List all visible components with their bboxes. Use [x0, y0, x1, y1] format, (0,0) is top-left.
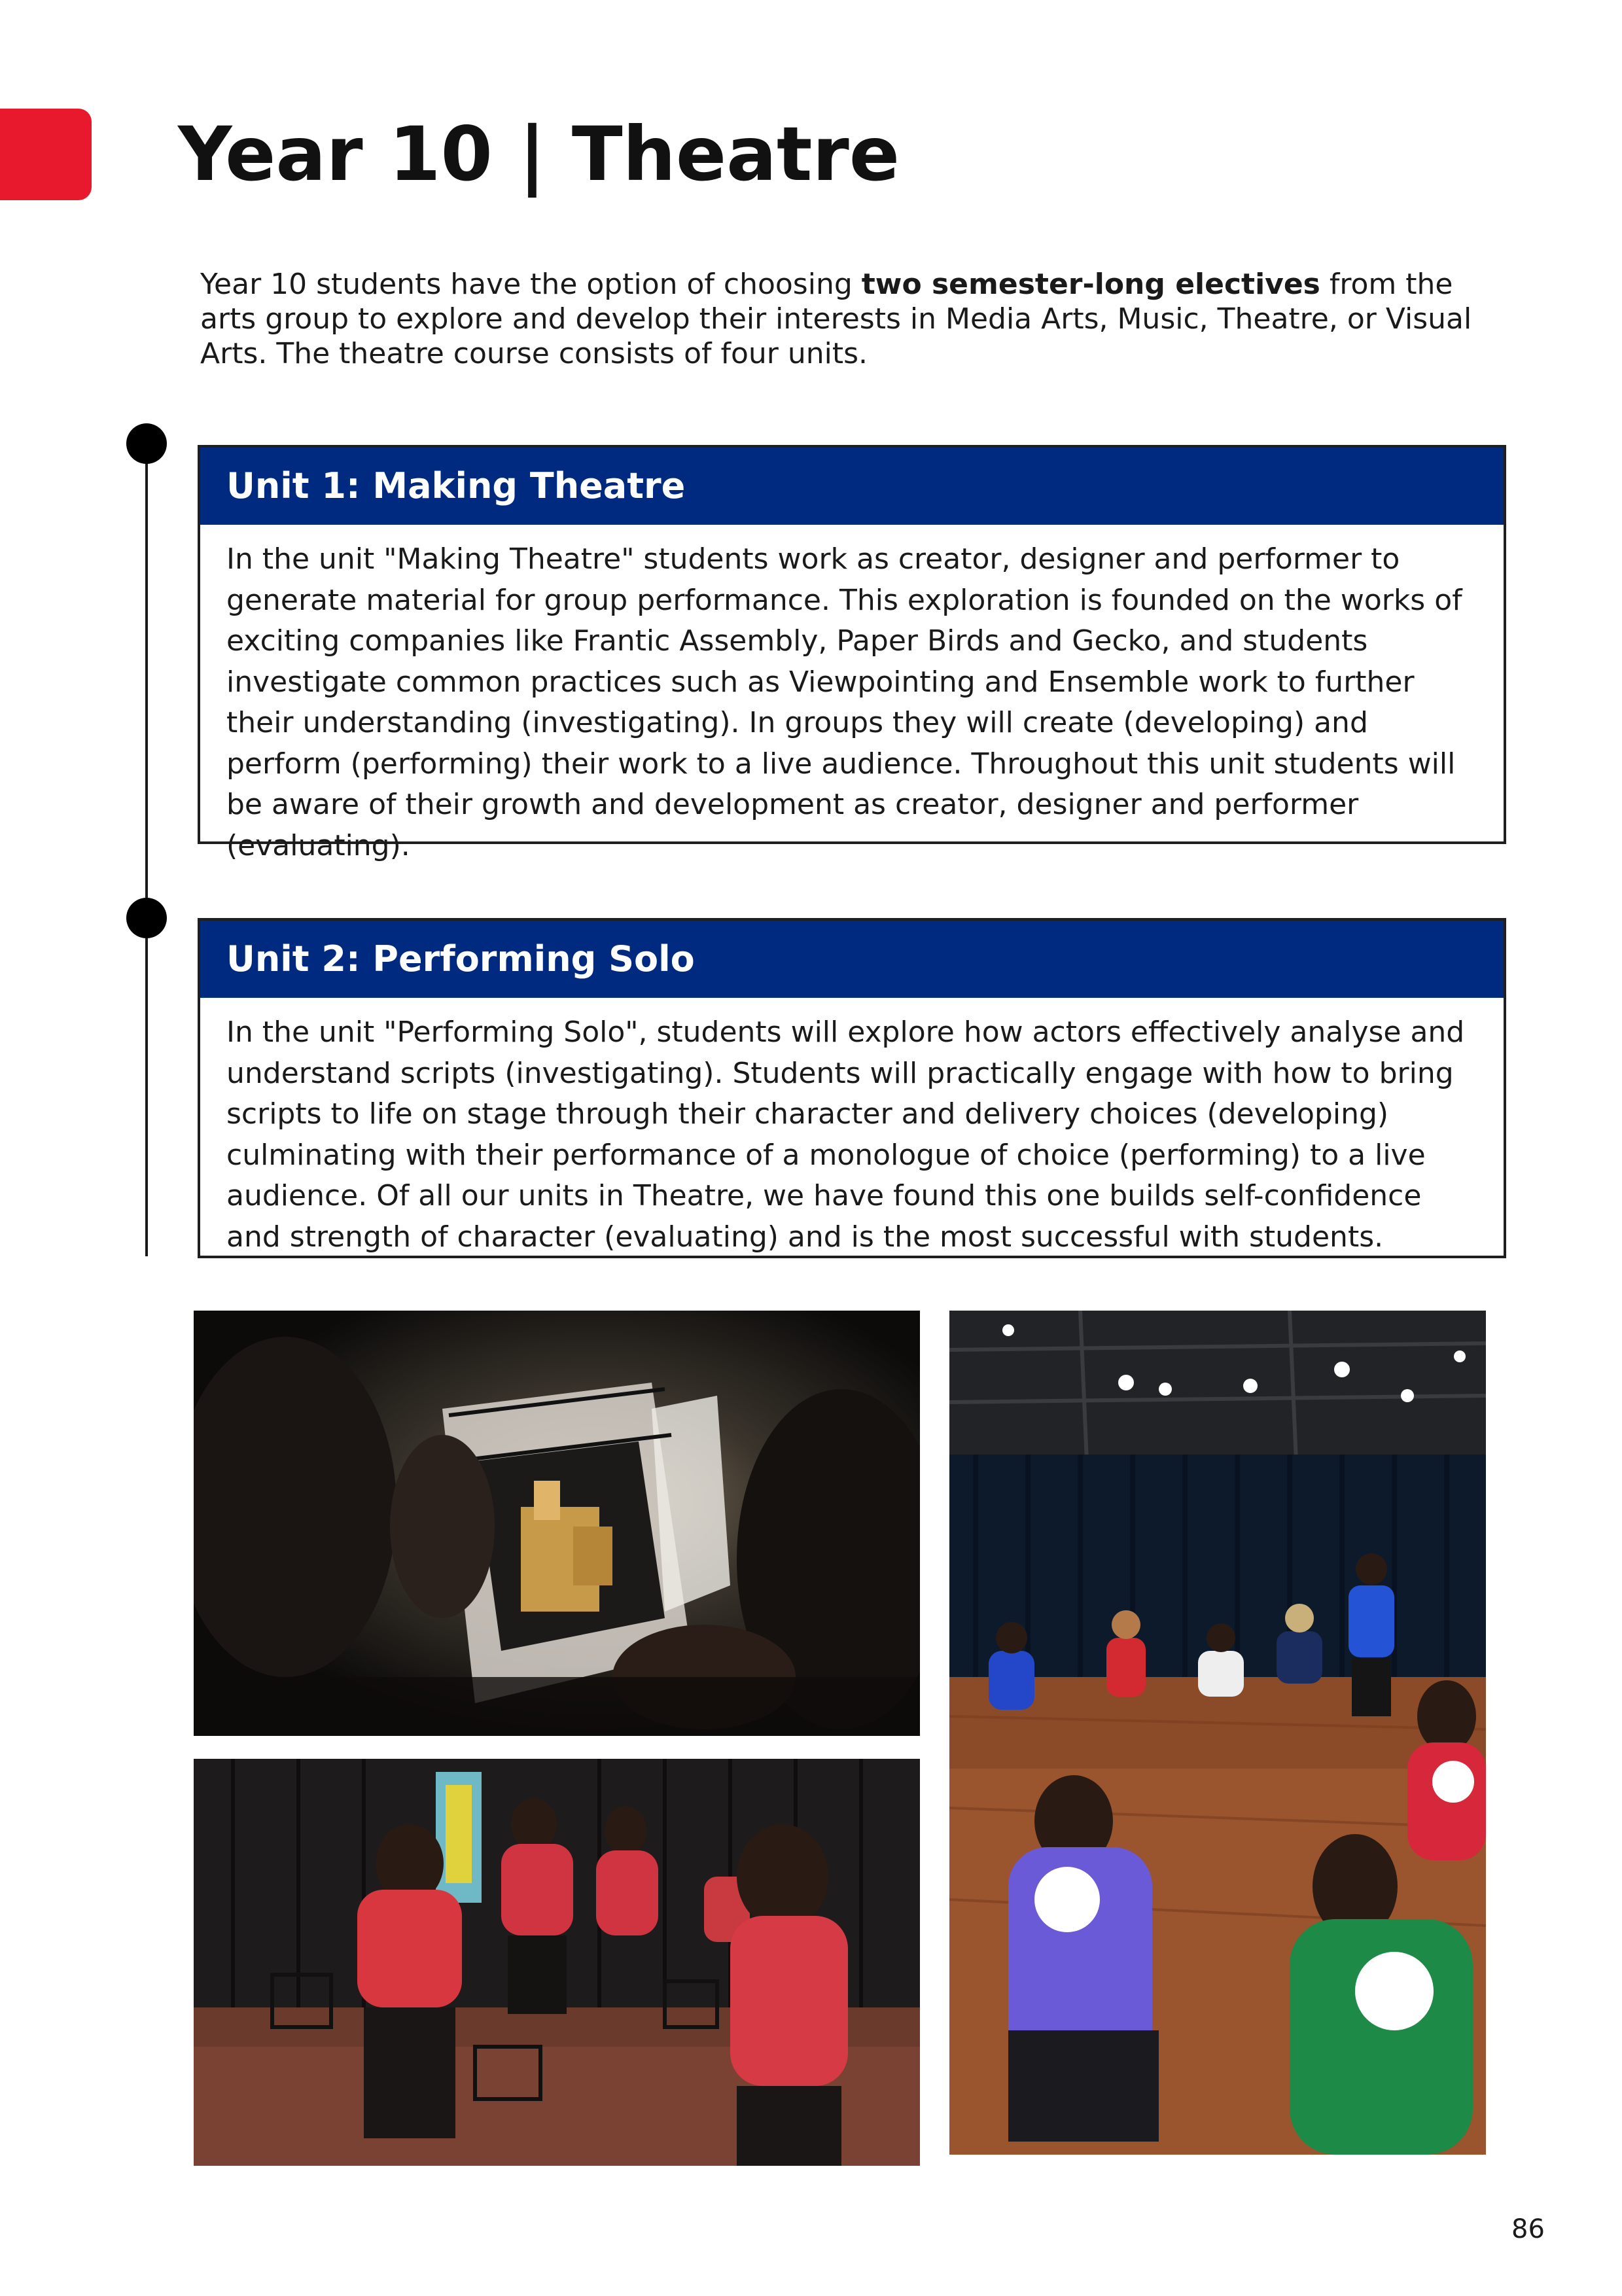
unit-1-header [200, 448, 1504, 525]
unit-2-title: Unit 2: Performing Solo [226, 938, 695, 980]
photo-set-model [194, 1311, 920, 1736]
intro-text-end: from the arts group to explore and develop their interests in Media Arts, Music, Theatre, or Visual Arts. The theatre course consists of four units. [200, 268, 1472, 370]
unit-2-header [200, 921, 1504, 998]
timeline-dot-unit-2 [126, 898, 167, 938]
intro-text-start: Year 10 students have the option of choosing [200, 268, 862, 301]
photo-rehearsal [194, 1759, 920, 2166]
photo-studio-performance [949, 1311, 1486, 2155]
unit-1-title: Unit 1: Making Theatre [226, 465, 686, 506]
page-number: 86 [1511, 2214, 1545, 2244]
unit-1-card [198, 445, 1506, 862]
accent-tab [0, 109, 92, 200]
unit-2-description: In the unit "Performing Solo", students will explore how actors effectively analyse and understand scripts (investigating). Students will practically engage with how to bring scripts to life on stage through their character and delivery choices (developing) culminating with their performance of a monologue of choice (performing) to a live audience. Of all our units in Theatre, we have found this one builds self-confidence and strength of character (evaluating) and is the most successful with students. [226, 1016, 1465, 1254]
intro-paragraph [200, 267, 1496, 371]
timeline-line [145, 445, 148, 1256]
timeline-dot-unit-1 [126, 423, 167, 464]
unit-1-description: In the unit "Making Theatre" students work as creator, designer and performer to generate material for group performance. This exploration is founded on the works of exciting companies like Frantic Assembly, Paper Birds and Gecko, and students investigate common practices such as Viewpointing and Ensemble work to further their understanding (investigating). In groups they will create (developing) and perform (performing) their work to a live audience. Throughout this unit students will be aware of their growth and development as creator, designer and performer (evaluating). [226, 542, 1462, 862]
unit-2-card [198, 918, 1506, 1258]
page-title: Year 10 | Theatre [178, 111, 900, 198]
intro-text-bold: two semester-long electives [861, 268, 1320, 301]
